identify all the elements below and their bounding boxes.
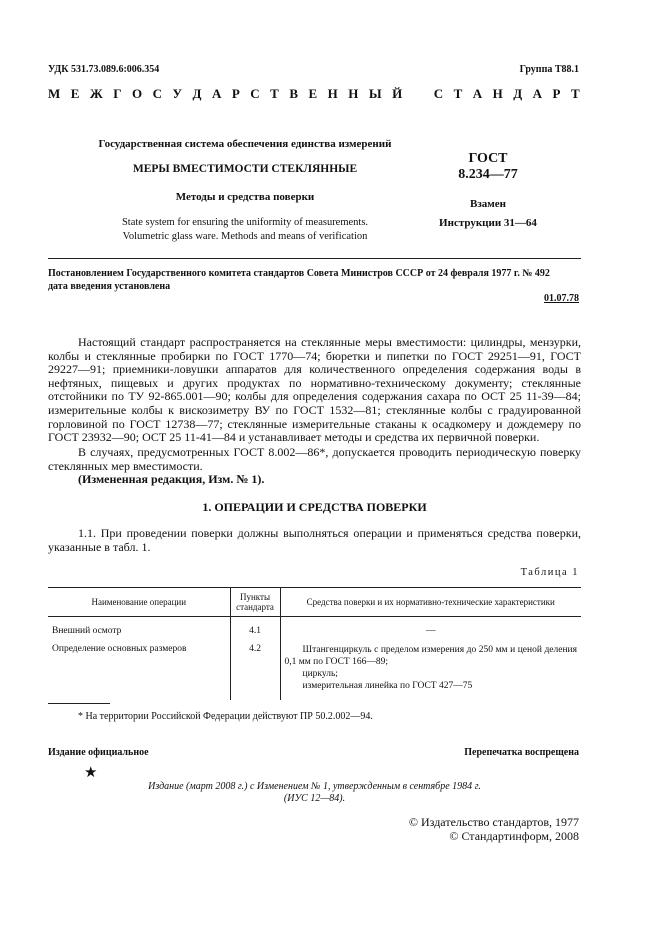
banner-letter: Н <box>348 86 359 101</box>
group-code: Группа Т88.1 <box>519 64 579 75</box>
verification-table <box>48 587 581 700</box>
banner-letter: О <box>132 86 143 101</box>
copyright-standartinform: © Стандартинформ, 2008 <box>449 829 579 843</box>
table-row <box>48 638 581 700</box>
star-icon: ★ <box>84 765 98 781</box>
table-cell-operation: Определение основных размеров <box>52 644 187 654</box>
banner-letter: С <box>433 86 444 101</box>
header-divider <box>48 258 581 259</box>
copyright-publisher: © Издательство стандартов, 1977 <box>408 815 579 829</box>
gost-number: 8.234—77 <box>458 167 518 182</box>
edition-info-ius: (ИУС 12—84). <box>283 793 346 804</box>
banner-letter: М <box>48 86 61 101</box>
document-subtitle: Методы и средства поверки <box>175 191 315 203</box>
amendment-note: (Измененная редакция, Изм. № 1). <box>78 472 265 486</box>
banner-letter: Т <box>570 86 580 101</box>
banner-letter: Н <box>327 86 338 101</box>
mezhgos-standard-banner <box>48 86 580 102</box>
banner-letter: А <box>472 86 483 101</box>
english-title-line: Volumetric glass ware. Methods and means of verification <box>122 231 368 242</box>
banner-letter: Р <box>231 86 240 101</box>
banner-letter: Ж <box>89 86 103 101</box>
banner-letter: Р <box>552 86 561 101</box>
decree-text <box>48 267 581 293</box>
banner-letter: С <box>152 86 163 101</box>
banner-letter: Й <box>392 86 403 101</box>
footnote-divider <box>48 703 110 704</box>
clause-1-1: 1.1. При проведении поверки должны выполняться операции и применяться средства поверки, указанные в табл. 1. <box>48 526 581 554</box>
english-title <box>80 216 410 244</box>
document-title: МЕРЫ ВМЕСТИМОСТИ СТЕКЛЯННЫЕ <box>132 163 358 175</box>
banner-letter: Т <box>453 86 463 101</box>
banner-letter: В <box>289 86 298 101</box>
table-cell-operation: Внешний осмотр <box>52 626 122 636</box>
system-title: Государственная система обеспечения единства измерений <box>98 138 392 150</box>
reprint-prohibited-label: Перепечатка воспрещена <box>464 747 579 758</box>
intro-paragraph: Настоящий стандарт распространяется на стеклянные меры вместимости: цилиндры, мензурки, колбы и стеклянные пробирки по ГОСТ 1770—74; бюретки и пипетки по ГОСТ 29251—91, ГОСТ 29227—91; приемники-ловушки аппаратов для количественного определения содержания воды в нефтяных, пищевых и других продуктах по нормативно-техническому документу; стеклянные отстойники по ТУ 92-865.001—90; колбы для определения содержания сахара по ОСТ 25 11-39—84; измерительные колбы к вискозиметру ВУ по ГОСТ 1532—81; стеклянные колбы с градуированной горловиной по ГОСТ 12738—77; стеклянные измерительные стаканы к осадкомеру и дождемеру по ГОСТ 23932—90; ОСТ 25 11-41—84 и устанавливает методы и средства их первичной поверки. <box>48 335 581 445</box>
edition-info: Издание (март 2008 г.) с Изменением № 1, утвержденным в сентябре 1984 г. <box>148 781 481 792</box>
banner-letter: У <box>172 86 183 101</box>
banner-letter: С <box>250 86 260 101</box>
replaces-value: Инструкции 31—64 <box>439 217 537 229</box>
banner-letter: А <box>211 86 222 101</box>
table-caption: Таблица 1 <box>520 567 579 578</box>
banner-letter: Г <box>113 86 122 101</box>
means-item: Штангенциркуль с пределом измерения до 250 мм и ценой деления 0,1 мм по ГОСТ 166—89; <box>284 645 577 667</box>
gost-label: ГОСТ <box>468 151 508 166</box>
means-item: циркуль; <box>302 669 338 679</box>
replaces-label: Взамен <box>470 198 506 210</box>
banner-letter: Д <box>192 86 202 101</box>
table-cell-point: 4.2 <box>230 638 280 700</box>
banner-letter: Д <box>513 86 523 101</box>
banner-letter: А <box>532 86 543 101</box>
official-edition-label: Издание официальное <box>48 747 149 758</box>
english-title-line: State system for ensuring the uniformity of measurements. <box>121 217 369 228</box>
table-row <box>48 617 581 639</box>
table-header-cell: Средства поверки и их нормативно-технические характеристики <box>280 588 581 617</box>
banner-letter: Н <box>492 86 503 101</box>
udk-code: УДК 531.73.089.6:006.354 <box>48 64 160 75</box>
decree-line: дата введения установлена <box>48 281 171 292</box>
table-header-cell: Пункты стандарта <box>230 588 280 617</box>
banner-letter: Е <box>308 86 318 101</box>
decree-line: Постановлением Государственного комитета стандартов Совета Министров СССР от 24 февраля 1977 г. № 492 <box>48 268 550 279</box>
table-cell-point: 4.1 <box>230 617 280 639</box>
footnote: * На территории Российской Федерации действуют ПР 50.2.002—94. <box>78 711 373 722</box>
effective-date: 01.07.78 <box>544 293 579 304</box>
banner-letter: Е <box>70 86 80 101</box>
table-cell-means: — <box>280 617 581 639</box>
banner-letter: Т <box>270 86 279 101</box>
section-heading: 1. ОПЕРАЦИИ И СРЕДСТВА ПОВЕРКИ <box>202 500 427 514</box>
table-cell-means <box>280 638 581 700</box>
table-header-cell: Наименование операции <box>48 588 230 617</box>
banner-letter: Ы <box>368 86 382 101</box>
means-item: измерительная линейка по ГОСТ 427—75 <box>302 681 473 691</box>
periodic-paragraph: В случаях, предусмотренных ГОСТ 8.002—86*, допускается проводить периодическую поверку стеклянных мер вместимости. <box>48 445 581 473</box>
table-header-row <box>48 588 581 617</box>
